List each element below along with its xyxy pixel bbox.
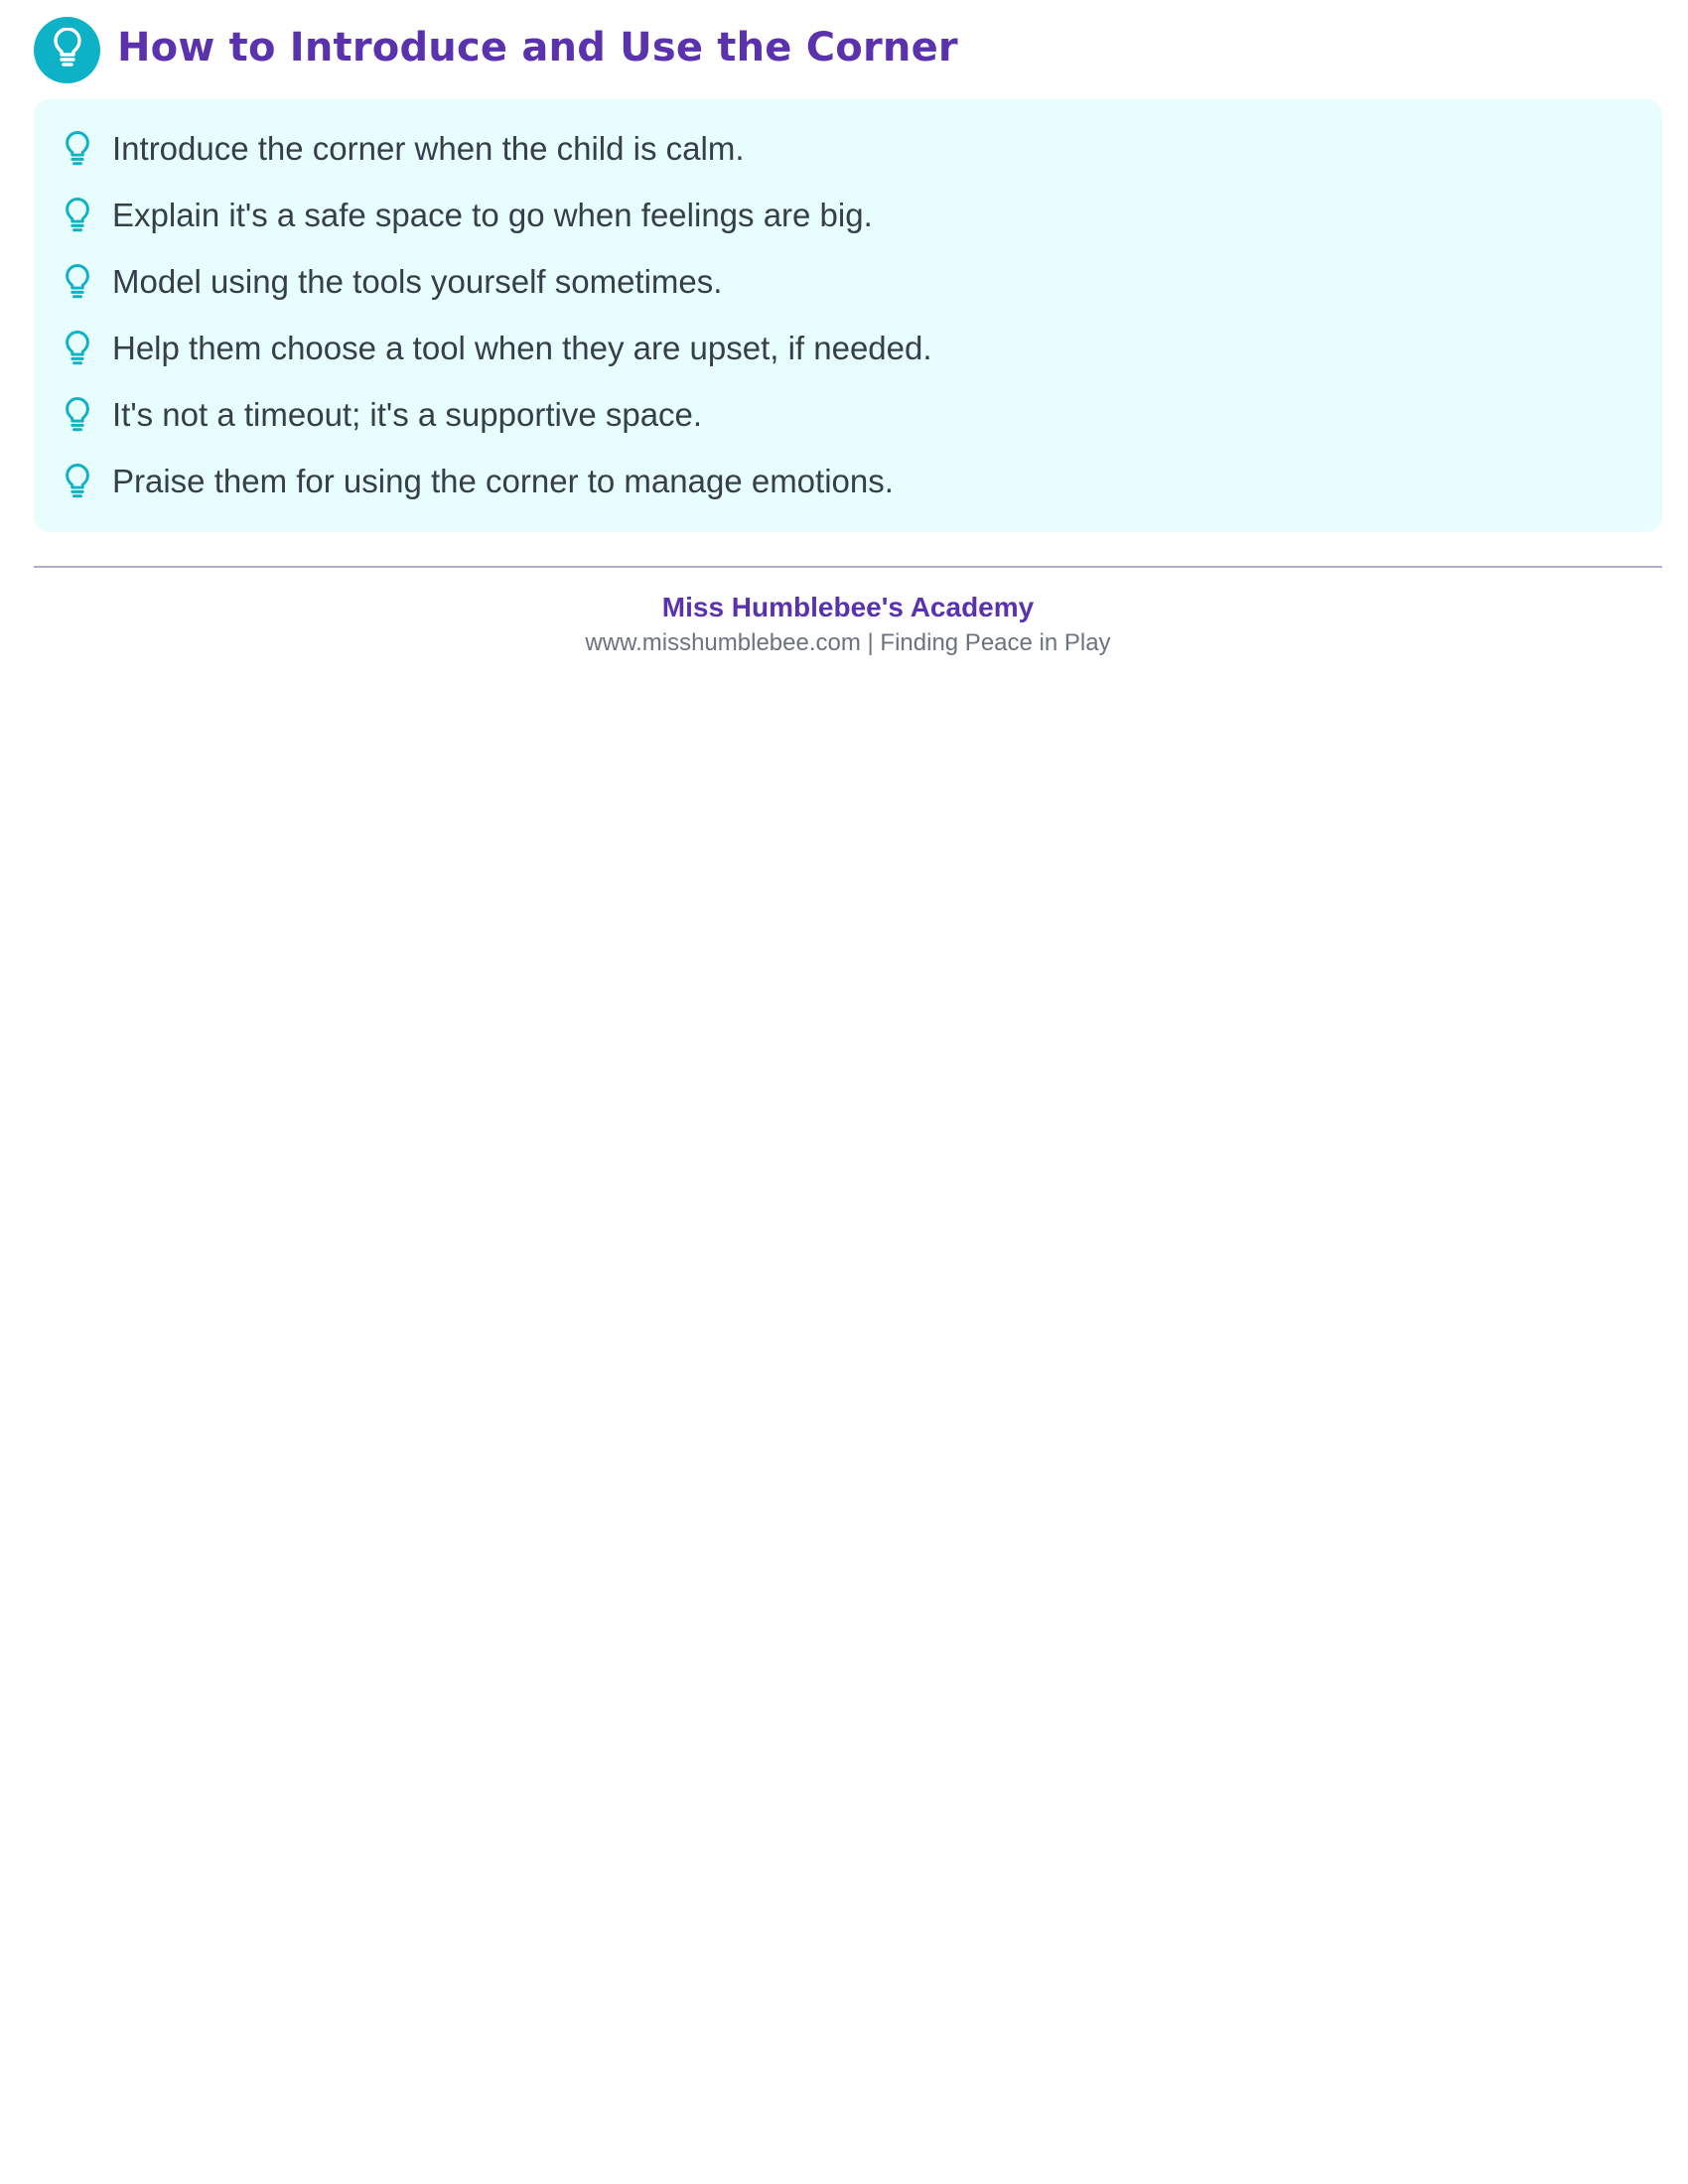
lightbulb-icon [64, 395, 91, 435]
list-item [34, 315, 1662, 381]
footer-tagline: www.misshumblebee.com | Finding Peace in Play [585, 628, 1111, 656]
header-lightbulb-badge [34, 17, 100, 83]
footer [34, 591, 1662, 657]
lightbulb-icon [53, 28, 82, 72]
list-item [34, 115, 1662, 182]
tip-text: Help them choose a tool when they are upset, if needed. [112, 330, 932, 366]
lightbulb-icon [64, 129, 91, 169]
lightbulb-icon [64, 462, 91, 501]
tip-text: Praise them for using the corner to manage emotions. [112, 463, 894, 499]
list-item [34, 448, 1662, 514]
lightbulb-icon [64, 196, 91, 235]
footer-divider [34, 566, 1662, 568]
footer-academy-name: Miss Humblebee's Academy [661, 592, 1035, 622]
page-title: How to Introduce and Use the Corner [117, 25, 958, 70]
lightbulb-icon [64, 329, 91, 368]
list-item [34, 182, 1662, 248]
tip-text: It's not a timeout; it's a supportive space. [112, 396, 703, 433]
tip-text: Model using the tools yourself sometimes. [112, 263, 723, 300]
tips-list [34, 115, 1662, 514]
list-item [34, 248, 1662, 315]
tips-card [34, 99, 1662, 532]
section-header [34, 16, 1662, 83]
tip-text: Introduce the corner when the child is calm. [112, 130, 745, 167]
lightbulb-icon [64, 262, 91, 302]
tip-text: Explain it's a safe space to go when feelings are big. [112, 197, 873, 233]
list-item [34, 381, 1662, 448]
document-page [34, 16, 1662, 657]
